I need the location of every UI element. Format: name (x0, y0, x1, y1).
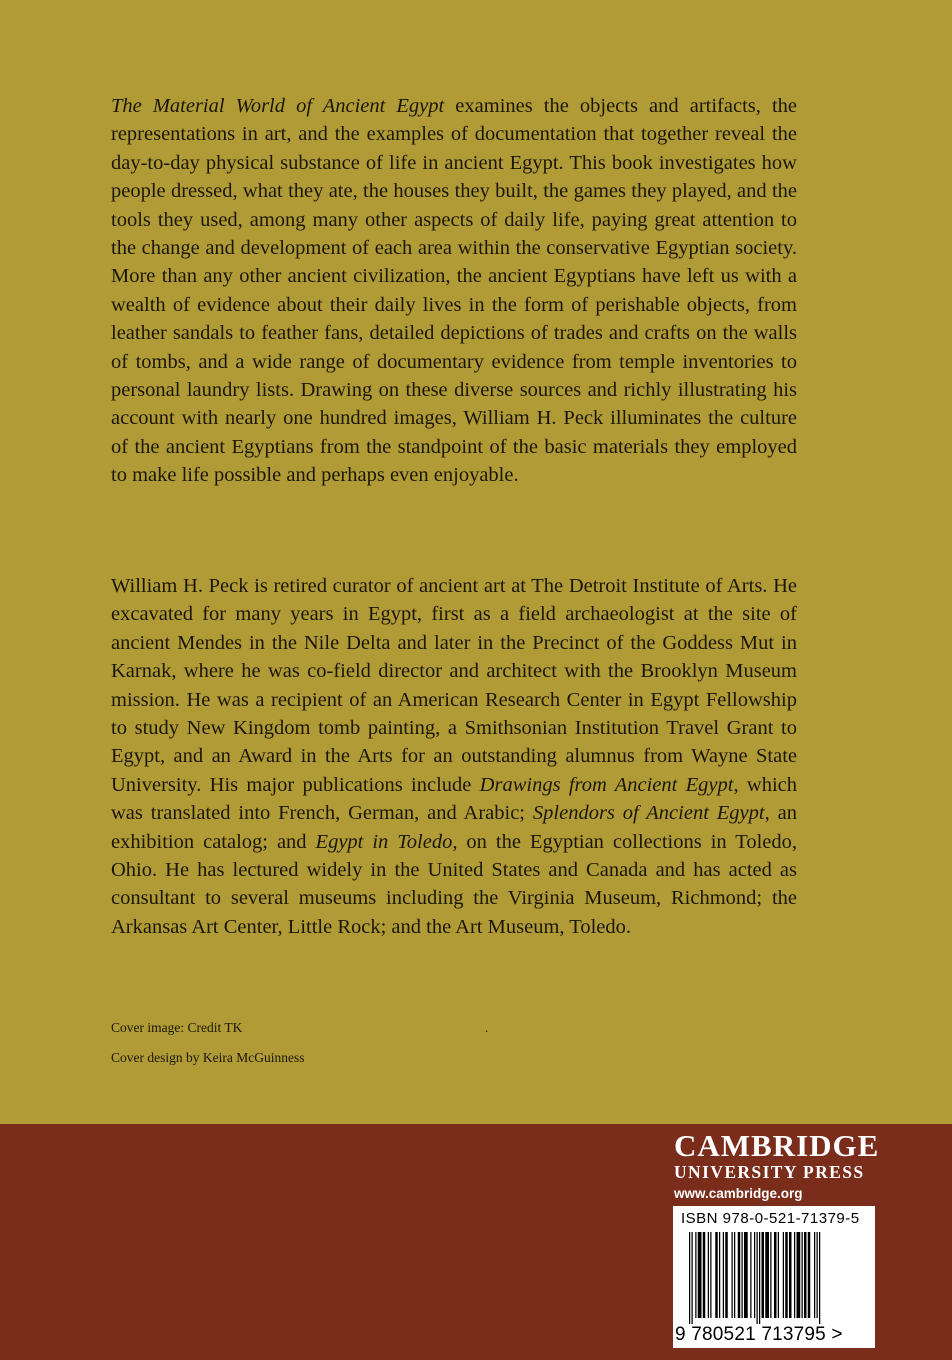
stray-dot: . (485, 1020, 489, 1035)
barcode-bar (778, 1232, 779, 1318)
barcode-bar (725, 1232, 728, 1318)
barcode-bar (715, 1232, 718, 1318)
barcode-bar (708, 1232, 709, 1318)
publisher-logo (674, 1128, 884, 1203)
book-description (111, 92, 797, 490)
barcode-bar (814, 1232, 815, 1318)
bio-text-1: William H. Peck is retired curator of ancient art at The Detroit Institute of Arts. He excavated for many years in Egypt, first as a field archaeologist at the site of ancient Mendes in the Nile Delta and later in the Precinct of the Goddess Mut in Karnak, where he was co-field director and architect with the Brooklyn Museum mission. He was a recipient of an American Research Center in Egypt Fellowship to study New Kingdom tomb painting, a Smithsonian Institution Travel Grant to Egypt, and an Award in the Arts for an outstanding alumnus from Wayne State University. His major publications include (111, 575, 797, 796)
barcode-bar (710, 1232, 711, 1318)
barcode-bar (765, 1232, 769, 1318)
publisher-name: CAMBRIDGE (674, 1128, 880, 1163)
barcode-bar (770, 1232, 771, 1318)
bio-book-title-2: Splendors of Ancient Egypt (532, 802, 765, 825)
cover-image-credit: Cover image: Credit TK (111, 1020, 243, 1035)
barcode-bar (774, 1232, 777, 1318)
barcode-bar (754, 1232, 755, 1318)
barcode-bar (742, 1232, 743, 1318)
barcode-bar (804, 1232, 807, 1318)
book-title: The Material World of Ancient Egypt (111, 95, 445, 117)
barcode-bar (785, 1232, 788, 1318)
publisher-subname: UNIVERSITY PRESS (674, 1162, 865, 1182)
barcode-bars (679, 1232, 869, 1324)
barcode-bar (692, 1232, 693, 1324)
barcode-bar (703, 1232, 706, 1318)
barcode-bar (797, 1232, 801, 1318)
barcode-bar (738, 1232, 741, 1318)
barcode-bar (719, 1232, 720, 1318)
author-bio (111, 572, 797, 941)
barcode-bar (744, 1232, 748, 1318)
barcode-bar (808, 1232, 811, 1318)
bio-book-title-1: Drawings from Ancient Egypt (479, 773, 734, 796)
barcode-bar (698, 1232, 702, 1318)
barcode-digits: 9 780521 713795 > (675, 1324, 843, 1345)
publisher-url: www.cambridge.org (674, 1186, 803, 1201)
barcode-bar (734, 1232, 735, 1318)
cover-design-credit: Cover design by Keira McGuinness (111, 1050, 305, 1065)
barcode-bar (732, 1232, 733, 1318)
barcode-bar (723, 1232, 724, 1318)
bio-text-3: , an exhibition catalog; and (111, 802, 797, 853)
barcode-bar (794, 1232, 795, 1318)
barcode-bar (789, 1232, 792, 1318)
barcode-bar (817, 1232, 818, 1318)
barcode-bar (802, 1232, 803, 1318)
bio-text-4: , on the Egyptian collections in Toledo, Ohio. He has lectured widely in the United States and Canada and has acted as consultant to several museums including the Virginia Museum, Richmond; the Arkansas Art Center, Little Rock; and the Art Museum, Toledo. (111, 830, 797, 938)
barcode-bar (750, 1232, 751, 1318)
barcode (673, 1206, 875, 1348)
barcode-bar (759, 1232, 760, 1324)
barcode-bar (783, 1232, 784, 1318)
barcode-bar (689, 1232, 690, 1324)
bio-book-title-3: Egypt in Toledo (315, 830, 453, 853)
barcode-bar (695, 1232, 696, 1318)
bio-text-2: , which was translated into French, German, and Arabic; (111, 773, 797, 825)
barcode-bar (819, 1232, 820, 1324)
isbn-label: ISBN 978-0-521-71379-5 (681, 1210, 860, 1227)
description-text: examines the objects and artifacts, the representations in art, and the examples of documentation that together reveal the day-to-day physical substance of life in ancient Egypt. This book investigates how people dressed, what they ate, the houses they built, the games they played, and the tools they used, among many other aspects of daily life, paying great attention to the change and development of each area within the conservative Egyptian society. More than any other ancient civilization, the ancient Egyptians have left us with a wealth of evidence about their daily lives in the form of perishable objects, from leather sandals to feather fans, detailed depictions of trades and crafts on the walls of tombs, and a wide range of documentary evidence from temple inventories to personal laundry lists. Drawing on these diverse sources and richly illustrating his account with nearly one hundred images, William H. Peck illuminates the culture of the ancient Egyptians from the standpoint of the basic materials they employed to make life possible and perhaps even enjoyable. (111, 95, 797, 487)
barcode-bar (757, 1232, 758, 1324)
barcode-bar (762, 1232, 765, 1318)
